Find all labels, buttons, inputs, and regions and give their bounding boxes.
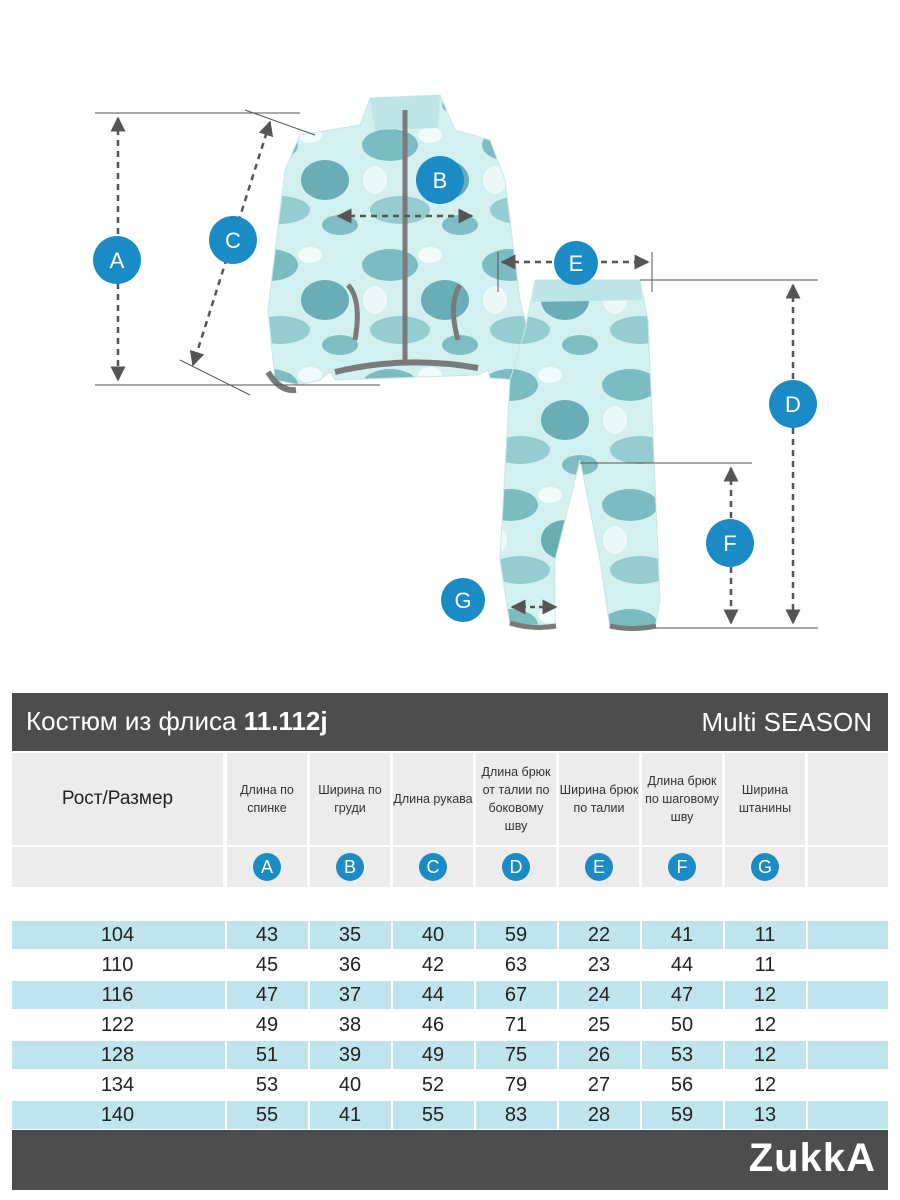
value-cell-b: 36 bbox=[338, 953, 362, 976]
cell-divider bbox=[723, 1101, 725, 1129]
column-badge-c: C bbox=[419, 853, 447, 881]
size-cell: 110 bbox=[101, 953, 134, 976]
value-cell-f: 47 bbox=[670, 983, 694, 1006]
cell-divider bbox=[640, 981, 642, 1009]
cell-divider bbox=[723, 921, 725, 949]
cell-divider bbox=[225, 1011, 227, 1039]
value-cell-g: 12 bbox=[753, 1043, 777, 1066]
value-cell-g: 11 bbox=[754, 953, 776, 976]
letter-cell-d bbox=[476, 847, 556, 887]
letter-cell-c bbox=[393, 847, 473, 887]
value-cell-c: 40 bbox=[421, 923, 445, 946]
cell-divider bbox=[640, 921, 642, 949]
season-label: Multi SEASON bbox=[701, 707, 872, 737]
cell-divider bbox=[557, 951, 559, 979]
table-row bbox=[12, 981, 888, 1009]
value-cell-f: 41 bbox=[670, 923, 694, 946]
column-header-f: Длина брюк по шаговому шву bbox=[642, 753, 722, 845]
column-header-c: Длина рукава bbox=[393, 753, 473, 845]
size-cell: 128 bbox=[100, 1043, 135, 1066]
badge-b-label: B bbox=[432, 168, 448, 193]
product-name: Костюм из флиса bbox=[26, 706, 237, 736]
value-cell-d: 83 bbox=[504, 1103, 528, 1126]
value-cell-f: 59 bbox=[670, 1103, 694, 1126]
value-cell-f: 53 bbox=[670, 1043, 694, 1066]
value-cell-g: 11 bbox=[754, 923, 776, 946]
size-cell: 140 bbox=[100, 1103, 135, 1126]
cell-divider bbox=[225, 1071, 227, 1099]
column-badge-f: F bbox=[668, 853, 696, 881]
letter-cell-e bbox=[559, 847, 639, 887]
value-cell-d: 75 bbox=[504, 1043, 528, 1066]
letter-cell-a bbox=[227, 847, 307, 887]
value-cell-d: 71 bbox=[504, 1013, 528, 1036]
cell-divider bbox=[225, 921, 227, 949]
value-cell-g: 13 bbox=[753, 1103, 777, 1126]
column-header-b: Ширина по груди bbox=[310, 753, 390, 845]
table-row bbox=[12, 1011, 888, 1039]
value-cell-e: 26 bbox=[587, 1043, 611, 1066]
cell-divider bbox=[391, 921, 393, 949]
cell-divider bbox=[640, 1101, 642, 1129]
cell-divider bbox=[806, 1011, 808, 1039]
cell-divider bbox=[557, 981, 559, 1009]
cell-divider bbox=[225, 951, 227, 979]
badge-c bbox=[209, 216, 257, 264]
value-cell-a: 49 bbox=[255, 1013, 279, 1036]
cell-divider bbox=[474, 1041, 476, 1069]
cell-divider bbox=[806, 1101, 808, 1129]
size-cell: 104 bbox=[100, 923, 135, 946]
value-cell-b: 41 bbox=[338, 1103, 362, 1126]
value-cell-e: 23 bbox=[587, 953, 611, 976]
cell-divider bbox=[640, 1071, 642, 1099]
cell-divider bbox=[308, 1101, 310, 1129]
product-title bbox=[26, 706, 328, 737]
value-cell-e: 28 bbox=[587, 1103, 611, 1126]
value-cell-a: 53 bbox=[255, 1073, 279, 1096]
badge-d-label: D bbox=[785, 392, 801, 417]
cell-divider bbox=[391, 1011, 393, 1039]
column-header-e: Ширина брюк по талии bbox=[559, 753, 639, 845]
cell-divider bbox=[391, 1101, 393, 1129]
badge-a-label: A bbox=[109, 248, 125, 273]
cell-divider bbox=[557, 1011, 559, 1039]
value-cell-d: 67 bbox=[504, 983, 528, 1006]
column-header-g: Ширина штанины bbox=[725, 753, 805, 845]
value-cell-f: 50 bbox=[670, 1013, 694, 1036]
pants-illustration bbox=[500, 280, 660, 629]
badge-c-label: C bbox=[225, 228, 241, 253]
cell-divider bbox=[723, 1011, 725, 1039]
cell-divider bbox=[308, 1011, 310, 1039]
cell-divider bbox=[806, 1041, 808, 1069]
table-row bbox=[12, 1041, 888, 1069]
value-cell-c: 52 bbox=[421, 1073, 445, 1096]
value-cell-e: 27 bbox=[587, 1073, 611, 1096]
cell-divider bbox=[474, 921, 476, 949]
cell-divider bbox=[474, 951, 476, 979]
cell-divider bbox=[474, 981, 476, 1009]
value-cell-a: 45 bbox=[255, 953, 279, 976]
value-cell-e: 22 bbox=[587, 923, 611, 946]
cell-divider bbox=[806, 951, 808, 979]
badge-g-label: G bbox=[454, 588, 472, 613]
value-cell-c: 46 bbox=[421, 1013, 445, 1036]
value-cell-f: 56 bbox=[670, 1073, 694, 1096]
table-row bbox=[12, 1071, 888, 1099]
value-cell-b: 39 bbox=[338, 1043, 362, 1066]
cell-divider bbox=[640, 951, 642, 979]
value-cell-a: 43 bbox=[255, 923, 279, 946]
size-cell: 116 bbox=[101, 983, 134, 1006]
cell-divider bbox=[308, 921, 310, 949]
cell-divider bbox=[557, 1071, 559, 1099]
cell-divider bbox=[391, 1041, 393, 1069]
value-cell-c: 49 bbox=[421, 1043, 445, 1066]
table-letter-row bbox=[12, 847, 888, 887]
cell-divider bbox=[308, 981, 310, 1009]
cell-divider bbox=[557, 1101, 559, 1129]
cell-divider bbox=[308, 1041, 310, 1069]
value-cell-c: 42 bbox=[421, 953, 445, 976]
column-badge-d: D bbox=[502, 853, 530, 881]
column-badge-e: E bbox=[585, 853, 613, 881]
table-title-bar bbox=[12, 693, 888, 751]
footer-bar bbox=[12, 1130, 888, 1190]
cell-divider bbox=[806, 1071, 808, 1099]
product-code: 11.112j bbox=[243, 706, 328, 736]
letter-cell-g bbox=[725, 847, 805, 887]
badge-d bbox=[769, 380, 817, 428]
letter-cell-f bbox=[642, 847, 722, 887]
cell-divider bbox=[557, 1041, 559, 1069]
cell-divider bbox=[806, 981, 808, 1009]
value-cell-b: 38 bbox=[338, 1013, 362, 1036]
table-row bbox=[12, 951, 888, 979]
cell-divider bbox=[640, 1041, 642, 1069]
size-cell: 134 bbox=[100, 1073, 135, 1096]
cell-divider bbox=[806, 921, 808, 949]
cell-divider bbox=[557, 921, 559, 949]
value-cell-f: 44 bbox=[670, 953, 694, 976]
value-cell-b: 37 bbox=[338, 983, 362, 1006]
value-cell-b: 40 bbox=[338, 1073, 362, 1096]
column-header-a: Длина по спинке bbox=[227, 753, 307, 845]
badge-f bbox=[706, 519, 754, 567]
value-cell-a: 47 bbox=[255, 983, 279, 1006]
cell-divider bbox=[474, 1011, 476, 1039]
cell-divider bbox=[723, 981, 725, 1009]
cell-divider bbox=[225, 1101, 227, 1129]
cell-divider bbox=[723, 1071, 725, 1099]
badge-b bbox=[416, 156, 464, 204]
badge-e bbox=[554, 241, 598, 285]
badge-a bbox=[93, 236, 141, 284]
value-cell-g: 12 bbox=[753, 983, 777, 1006]
cell-divider bbox=[391, 981, 393, 1009]
jacket-illustration bbox=[268, 95, 542, 390]
letter-row-end bbox=[808, 847, 888, 887]
value-cell-d: 63 bbox=[504, 953, 528, 976]
cell-divider bbox=[391, 951, 393, 979]
column-badge-g: G bbox=[751, 853, 779, 881]
value-cell-a: 55 bbox=[255, 1103, 279, 1126]
cell-divider bbox=[225, 1041, 227, 1069]
cell-divider bbox=[308, 951, 310, 979]
badge-f-label: F bbox=[723, 531, 737, 556]
value-cell-e: 24 bbox=[587, 983, 611, 1006]
cell-divider bbox=[474, 1101, 476, 1129]
column-header-d: Длина брюк от талии по боковому шву bbox=[476, 753, 556, 845]
cell-divider bbox=[723, 1041, 725, 1069]
size-column-header: Рост/Размер bbox=[12, 753, 223, 845]
letter-cell-b bbox=[310, 847, 390, 887]
value-cell-g: 12 bbox=[753, 1013, 777, 1036]
column-badge-b: B bbox=[336, 853, 364, 881]
cell-divider bbox=[391, 1071, 393, 1099]
column-badge-a: A bbox=[253, 853, 281, 881]
size-cell: 122 bbox=[100, 1013, 135, 1036]
cell-divider bbox=[640, 1011, 642, 1039]
cell-divider bbox=[225, 981, 227, 1009]
value-cell-g: 12 bbox=[753, 1073, 777, 1096]
cell-divider bbox=[308, 1071, 310, 1099]
badge-g bbox=[441, 578, 485, 622]
value-cell-b: 35 bbox=[338, 923, 362, 946]
value-cell-d: 79 bbox=[504, 1073, 528, 1096]
value-cell-d: 59 bbox=[504, 923, 528, 946]
cell-divider bbox=[723, 951, 725, 979]
table-row bbox=[12, 1101, 888, 1129]
table-header-row bbox=[12, 753, 888, 845]
header-spacer bbox=[808, 753, 888, 845]
value-cell-a: 51 bbox=[255, 1043, 279, 1066]
cell-divider bbox=[474, 1071, 476, 1099]
letter-row-spacer bbox=[12, 847, 223, 887]
brand-logo: ZukkA bbox=[748, 1136, 876, 1180]
value-cell-c: 44 bbox=[421, 983, 445, 1006]
value-cell-c: 55 bbox=[421, 1103, 445, 1126]
table-row bbox=[12, 921, 888, 949]
badge-e-label: E bbox=[568, 251, 584, 276]
value-cell-e: 25 bbox=[587, 1013, 611, 1036]
